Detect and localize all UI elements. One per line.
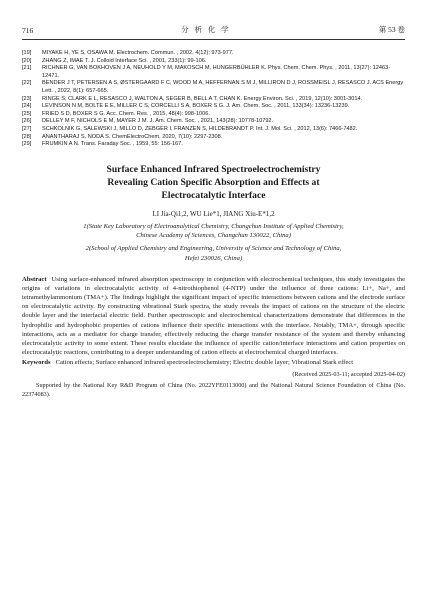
reference-text: FRUMKIN A N. Trans. Faraday Soc. , 1959, 55: 156-167. <box>42 141 183 148</box>
reference-text: LEVINSON N M, BOLTE E E, MILLER C S, CORCELLI S A, BOXER S G. J. Am. Chem. Soc. , 2011, 133(34): 13236-13239. <box>42 103 350 110</box>
reference-item <box>22 111 405 119</box>
keywords <box>22 358 405 367</box>
funding-note: Supported by the National Key R&D Program of China (No. 2022YFE0113000) and the National Natural Science Foundation of China (No. 22374083). <box>22 382 405 398</box>
keywords-text: Cation effects; Surface enhanced infrared spectroelectrochemistry; Electric double layer; Vibrational Stark effect <box>55 358 354 366</box>
abstract-label: Abstract <box>22 276 47 284</box>
reference-item <box>22 126 405 134</box>
reference-text: FRIED S D, BOXER S G. Acc. Chem. Res. , 2015, 48(4): 998-1006. <box>42 110 210 117</box>
reference-number: [25] <box>22 110 32 117</box>
affiliation-1-line-2: Chinese Academy of Sciences, Changchun 130022, China) <box>136 232 291 240</box>
reference-text: DELLEY M F, NICHOLS E M, MAYER J M. J. Am. Chem. Soc. , 2021, 143(28): 10778-10792. <box>42 118 274 125</box>
abstract-text: Using surface-enhanced infrared absorption spectroscopy in conjunction with electrochemical techniques, this study investigates the origins of variations in electrocatalytic activity of 4-nitrothiophenol (4-NTP) under the influence of three cations: Li+, Na+, and tetramethylammonium (TMA+). The findings highlight the significant impact of specific interactions between cations and the electrode surface on electrocatalytic activity. By constructing vibrational Stark spectra, the study reveals the impact of cations on the structure of the electric double layer and the interfacial electric field. Further spectroscopic and electrochemical characterizations demonstrate that differences in the hydrophilic and hydrophobic properties of cations influence their specific interactions with the interface. Notably, TMA+, through specific interactions, acts as a mediator for charge transfer, effectively reducing the charge transfer resistance of the system and thereby enhancing electrocatalytic activity to some extent. These results elucidate the influence of specific cation/interface interactions and cation properties on electrocatalytic reactions, contributing to a deeper understanding of cation effects at electrochemical charged interfaces. <box>22 276 405 356</box>
reference-item <box>22 103 405 111</box>
page-header <box>22 24 405 40</box>
page-number: 716 <box>22 26 34 35</box>
reference-item <box>22 80 405 95</box>
affiliation-2-line-1: 2(School of Applied Chemistry and Engineering, University of Science and Technology of China, <box>85 244 342 252</box>
reference-text: SCHKOLNIK G, SALEWSKI J, MILLO D, ZEBGER I, FRANZEN S, HILDEBRANDT P. Int. J. Mol. Sci. , 2012, 13(6): 7466-7482. <box>42 125 358 132</box>
keywords-label: Keywords <box>22 358 51 366</box>
received-date: (Received 2025-03-11; accepted 2025-04-02) <box>292 371 405 379</box>
article-header <box>22 163 405 263</box>
affiliation-2 <box>22 244 405 263</box>
title-line-2: Revealing Cation Specific Absorption and Effects at <box>107 176 320 188</box>
reference-number: [23] <box>22 95 32 102</box>
reference-number: [26] <box>22 118 32 125</box>
title-line-1: Surface Enhanced Infrared Spectroelectrochemistry <box>106 163 321 175</box>
reference-number: [29] <box>22 141 32 148</box>
reference-text: RICHNER G, VAN BOKHOVEN J A, NEUHOLD Y M, MAKOSCH M, HUNGERBÜHLER K. Phys. Chem. Chem. Phys. , 2011, 13(27): 12463-12471. <box>42 65 391 79</box>
reference-list <box>22 50 405 149</box>
abstract <box>22 275 405 357</box>
author-list: LI Jia-Qi1,2, WU Lie*1, JIANG Xiu-E*1,2 <box>152 209 275 218</box>
reference-text: RINGE S, CLARK E L, RESASCO J, WALTON A, SEGER B, BELL A T, CHAN K. Energy Environ. Sci. , 2019, 12(10): 3001-3014. <box>42 95 363 102</box>
article-title <box>22 163 405 202</box>
title-line-3: Electrocatalytic Interface <box>161 189 266 201</box>
reference-number: [20] <box>22 57 32 64</box>
reference-number: [19] <box>22 50 32 56</box>
reference-number: [27] <box>22 125 32 132</box>
reference-number: [22] <box>22 80 32 87</box>
reference-number: [24] <box>22 103 32 110</box>
affiliation-1-line-1: 1(State Key Laboratory of Electroanalytical Chemistry, Changchun Institute of Applied Chemistry, <box>83 222 344 230</box>
reference-text: ZHANG Z, IMAE T. J. Colloid Interface Sci. , 2001, 233(1): 99-106. <box>42 57 207 64</box>
reference-item <box>22 141 405 149</box>
journal-name: 分 析 化 学 <box>181 25 231 34</box>
reference-item <box>22 50 405 58</box>
reference-number: [21] <box>22 65 32 72</box>
reference-number: [28] <box>22 133 32 140</box>
volume-label: 第 53 卷 <box>378 25 405 34</box>
reference-text: ANANTHARAJ S, NODA S. ChemElectroChem, 2020, 7(10): 2297-2308. <box>42 133 223 140</box>
reference-item <box>22 118 405 126</box>
reference-text: MIYAKE H, YE S, OSAWA M. Electrochem. Commun. , 2002, 4(12): 973-977. <box>42 50 234 56</box>
affiliation-1 <box>22 222 405 241</box>
reference-item <box>22 134 405 142</box>
reference-text: BENDER J T, PETERSEN A S, ØSTERGAARD F C, WOOD M A, HEFFERNAN S M J, MILLIRON D J, ROSSMEISL J, RESASCO J. ACS Energy Lett. , 2022, 8(1): 657-665. <box>42 80 404 94</box>
reference-item <box>22 96 405 104</box>
affiliation-2-line-2: Hefei 230026, China) <box>184 254 243 262</box>
reference-item <box>22 65 405 80</box>
